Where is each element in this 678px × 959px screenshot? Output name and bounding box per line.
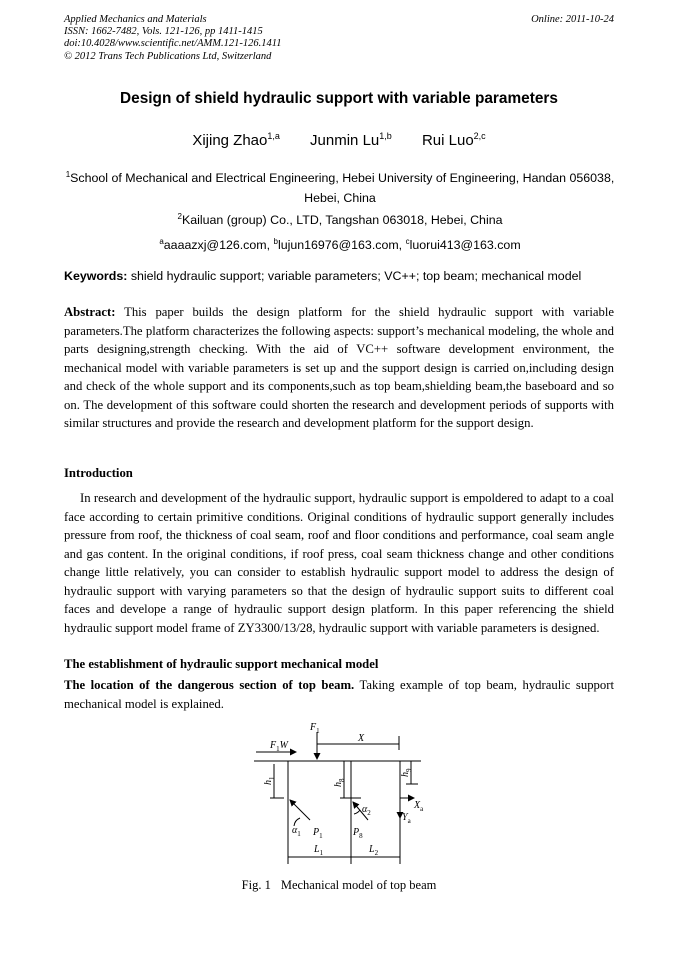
affiliation-2: $^2$Kailuan (group) Co., LTD, Tangshan 063018, Hebei, China [177,212,503,228]
author: Rui Luo$^{2,c}$ [421,131,486,149]
doi-line: doi:10.4028/www.scientific.net/AMM.121-126.1411 [64,38,282,50]
introduction-paragraph: In research and development of the hydraulic support, hydraulic support is empoldered to adapt to a coal face according to certain primitive conditions. Original conditions of hydraulic support generally includes pressure from roof, the thickness of coal seam, roof and floor conditions and performance, coal seam angle and gas content. In the original conditions, if roof press, coal seam thickness change and other conditions change little relatively, you can consider to establish hydraulic support model to address the design of hydraulic support with varying parameters so that the design of hydraulic support suits to different coal faces and develope a range of hydraulic support design platform. In this paper referencing the shield hydraulic support model frame of ZY3300/13/28, hydraulic support with variable parameters is designed. [64,491,614,635]
label-x: X [358,733,365,744]
section-heading-introduction: Introduction [64,466,133,480]
alpha2-arc [354,810,360,814]
keywords [64,269,616,283]
label-l2: $L_2$ [369,844,379,857]
email-line: $^a$aaaazxj@126.com, $^b$lujun16976@163.com, $^c$luorui413@163.com [159,237,521,253]
subsection-label: The location of the dangerous section of top beam. [64,678,355,692]
paper-title: Design of shield hydraulic support with variable parameters [120,90,558,107]
label-h9: $h_9$ [400,768,413,777]
online-date: Online: 2011-10-24 [531,14,614,25]
abstract-label: Abstract: [64,305,116,319]
author: Xijing Zhao$^{1,a}$ [192,131,280,149]
abstract [64,303,614,433]
top-beam-mechanical-model-diagram [236,714,436,864]
author: Junmin Lu$^{1,b}$ [310,131,392,149]
label-p8: $P_8$ [353,827,363,840]
abstract-text: This paper builds the design platform for the shield hydraulic support with variable parameters.The platform characterizes the following aspects: support’s mechanical modeling, the whole and parts designing,strength checking. With the aid of VC++ software development environment, the mechanical model with variable parameters is set up and the support design is carried on,including design and check of the whole support and its components,such as top beam,shielding beam,the baseboard and so on. The development of this software could shorten the research and development periods of supports with similar structures and provide the research and development platform for the support design. [64,305,614,430]
label-p1: $P_1$ [313,827,323,840]
journal-header [64,14,281,63]
label-alpha1: $\alpha_1$ [292,825,301,838]
label-ya: $Y_a$ [402,812,411,825]
issn-line: ISSN: 1662-7482, Vols. 121-126, pp 1411-1415 [64,26,263,38]
label-f1: $F_1$ [310,722,320,735]
author-list [0,131,678,149]
keywords-label: Keywords: [64,269,128,283]
subsection-text: Taking example of top beam, hydraulic support mechanical model is explained. [64,678,614,711]
section-heading-mechanical-model: The establishment of hydraulic support mechanical model [64,657,379,671]
label-l1: $L_1$ [314,844,324,857]
figure-caption-text: Mechanical model of top beam [280,878,437,892]
figure-caption [0,878,678,893]
section2-paragraph [64,676,614,713]
figure-number: Fig. 1 [241,878,271,892]
affiliation-1: $^1$School of Mechanical and Electrical Engineering, Hebei University of Engineering, Handan 056038, Hebei, China [65,170,615,206]
force-p1-arrow [290,800,310,820]
label-f1w: $F_1W$ [270,740,288,753]
copyright-line: © 2012 Trans Tech Publications Ltd, Switzerland [64,50,272,62]
label-h8: $h_8$ [333,778,346,787]
label-xa: $X_a$ [414,800,424,813]
keywords-text: shield hydraulic support; variable parameters; VC++; top beam; mechanical model [130,269,582,283]
label-alpha2: $\alpha_2$ [362,804,371,817]
journal-name: Applied Mechanics and Materials [64,14,207,25]
label-h1: $h_1$ [263,776,276,785]
